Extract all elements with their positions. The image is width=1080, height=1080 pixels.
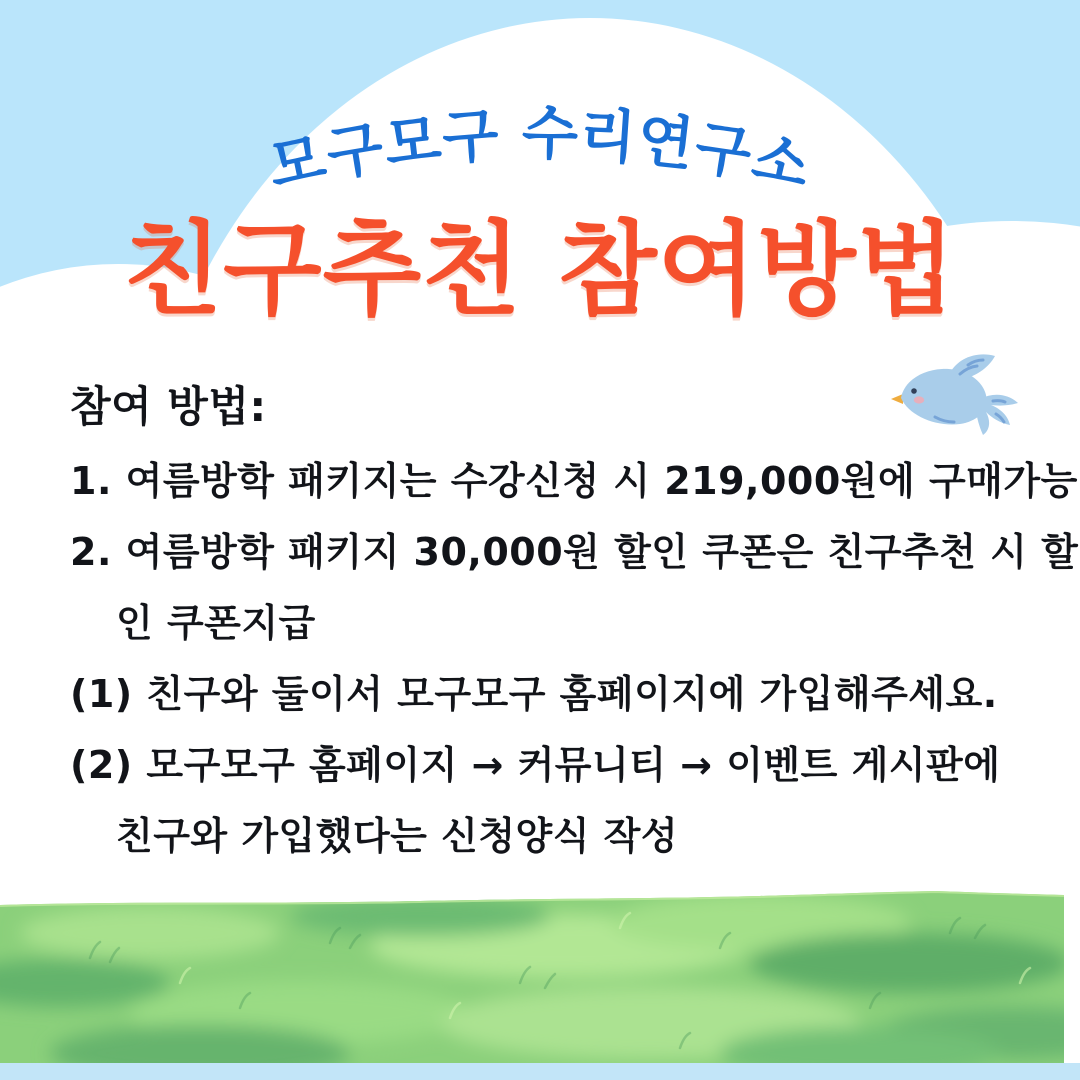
bird-beak — [891, 394, 903, 404]
bluebird-icon — [890, 354, 1022, 444]
participation-instructions — [70, 366, 1079, 868]
step-line-4-wrap: 친구와 가입했다는 신청양식 작성 — [116, 814, 679, 858]
bird-eye — [911, 388, 917, 394]
page-title: 친구추천 참여방법 — [123, 211, 957, 330]
step-line-1: 1. 여름방학 패키지는 수강신청 시 219,000원에 구매가능 — [70, 459, 1078, 503]
brand-title: 모구모구 수리연구소 — [262, 98, 818, 202]
step-line-2: 2. 여름방학 패키지 30,000원 할인 쿠폰은 친구추천 시 할 — [70, 530, 1079, 574]
footer-strip — [0, 1063, 1080, 1080]
bird-body — [901, 369, 987, 425]
step-line-3: (1) 친구와 둘이서 모구모구 홈페이지에 가입해주세요. — [70, 672, 998, 716]
step-line-4: (2) 모구모구 홈페이지 → 커뮤니티 → 이벤트 게시판에 — [70, 743, 1001, 787]
intro-label: 참여 방법: — [70, 382, 267, 431]
step-line-2-wrap: 인 쿠폰지급 — [116, 601, 316, 645]
grass-illustration — [0, 888, 1080, 1080]
bird-cheek — [914, 396, 924, 403]
